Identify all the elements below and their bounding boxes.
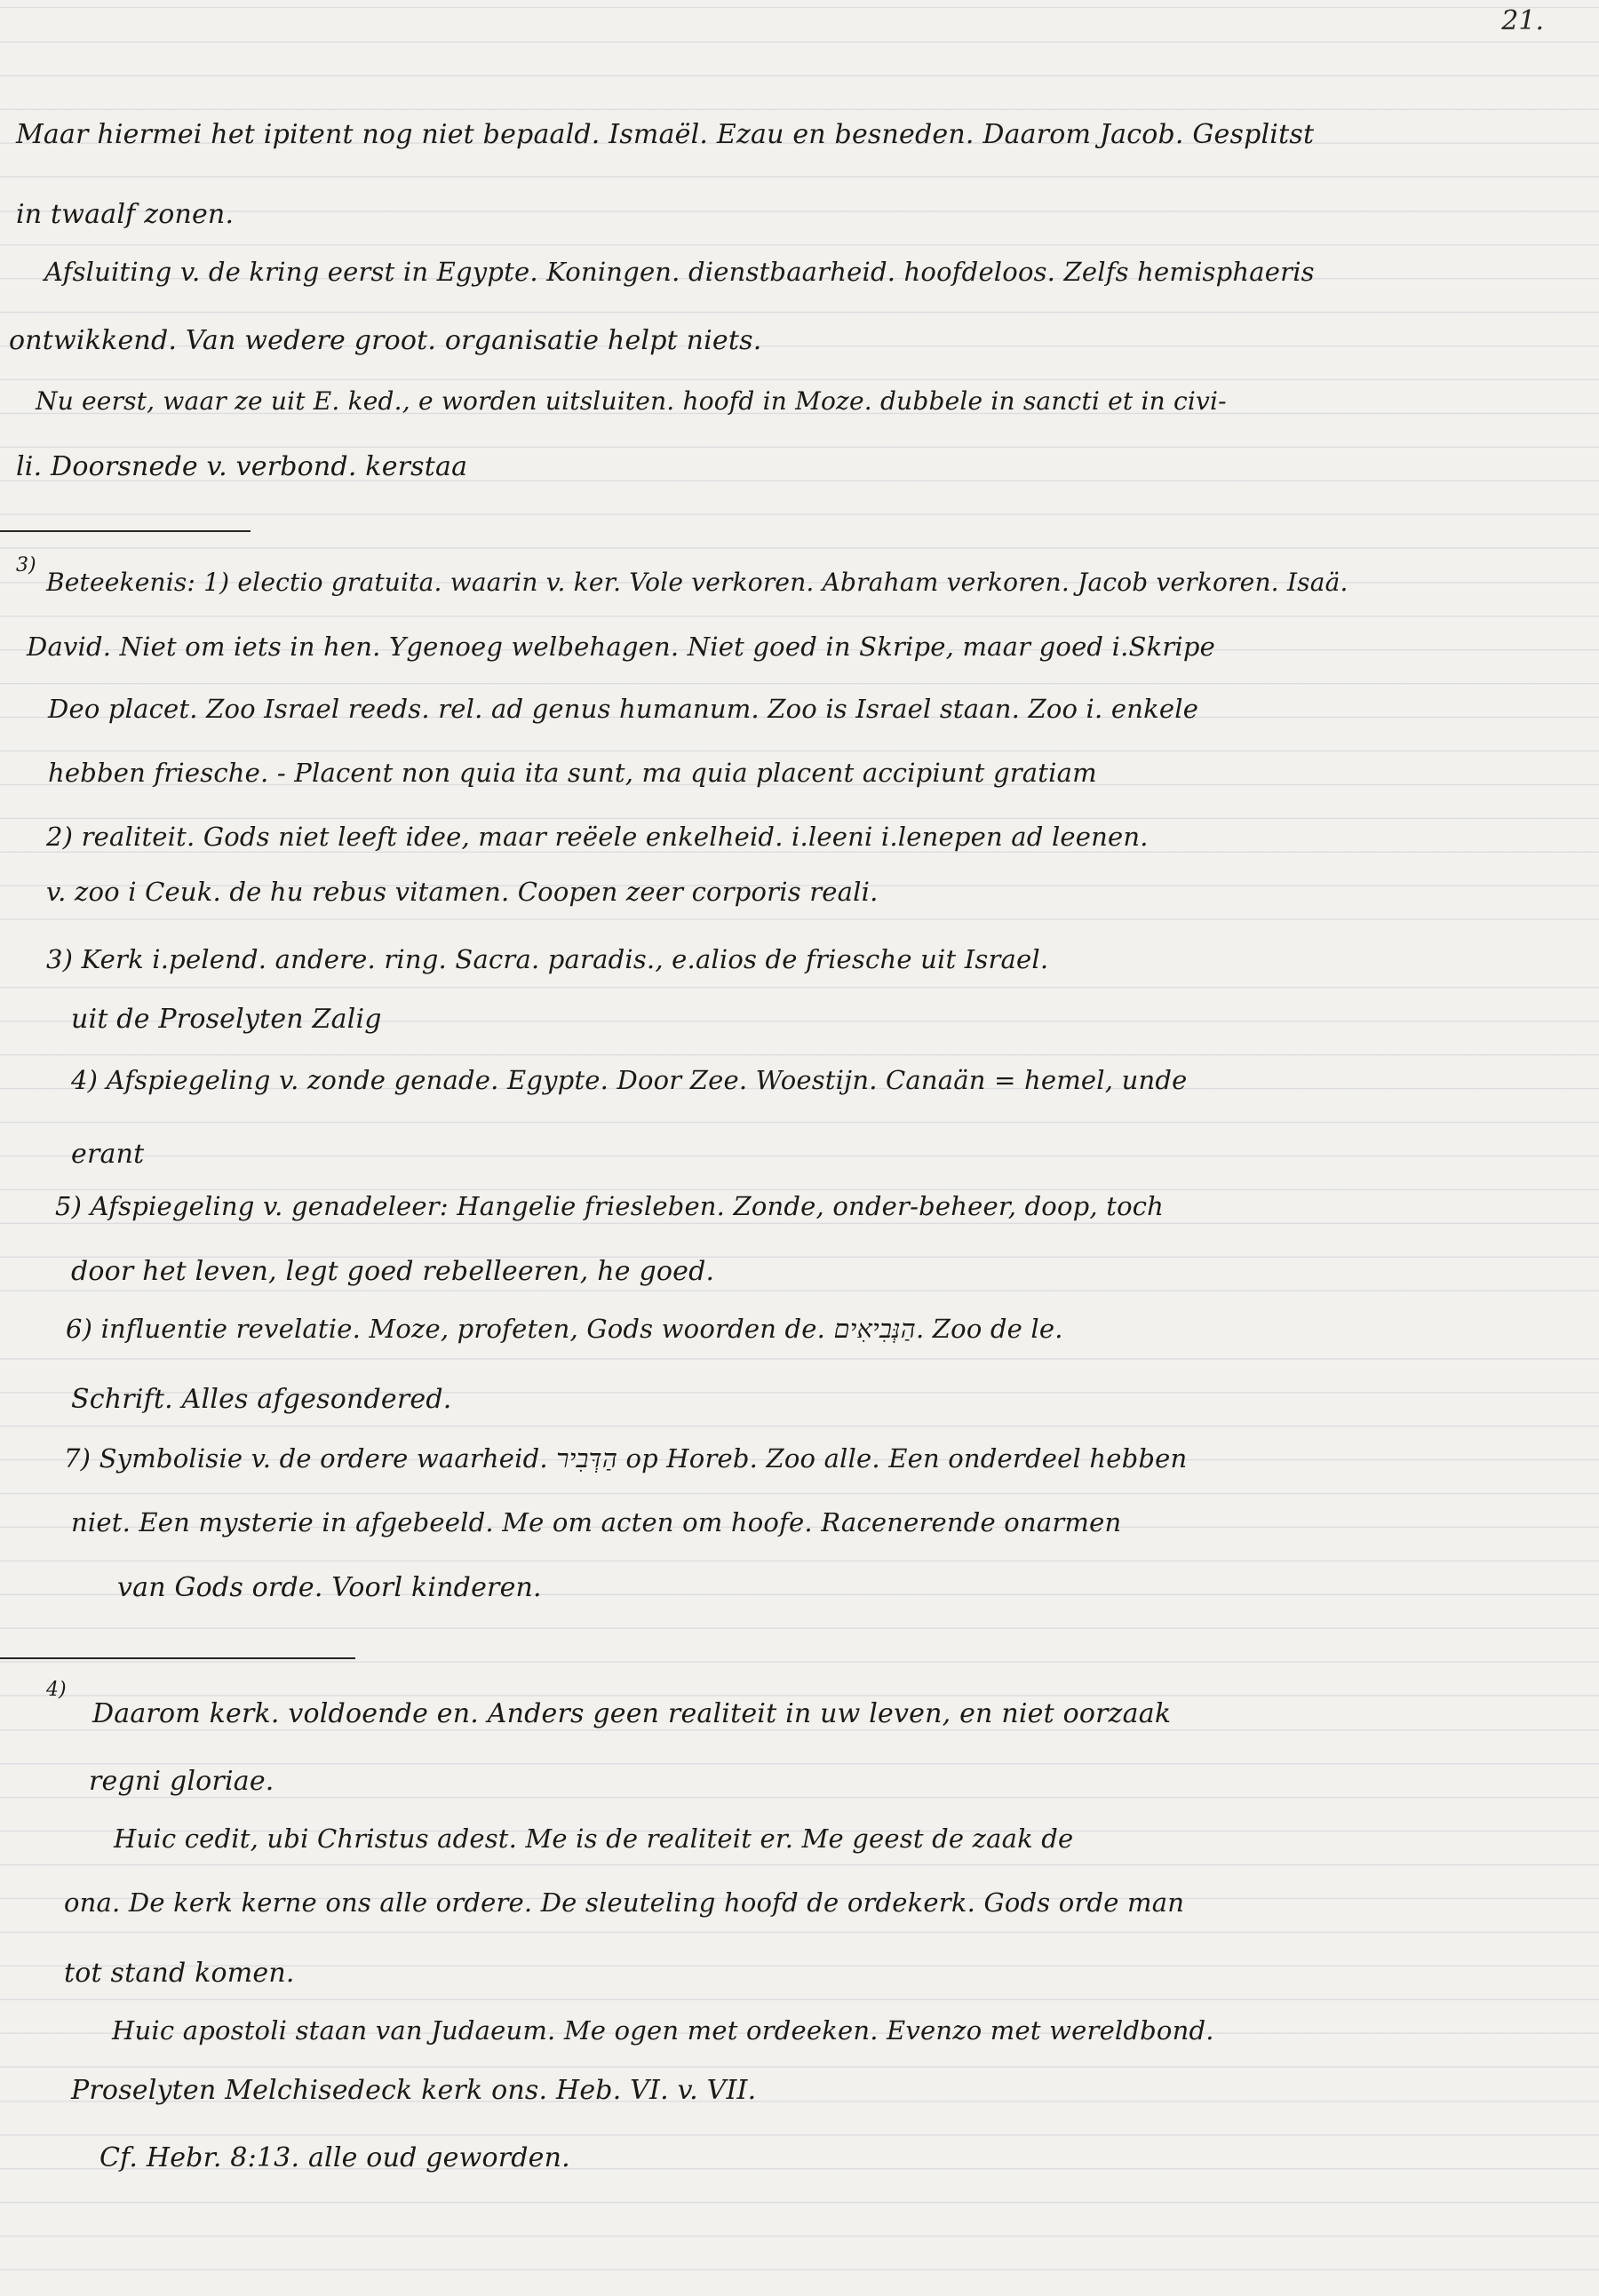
text-line: Maar hiermei het ipitent nog niet bepaald. Ismaël. Ezau en besneden. Daarom Jacob. Gesplitst	[16, 119, 1315, 150]
text-line: Schrift. Alles afgesondered.	[71, 1384, 452, 1415]
text-line: tot stand komen.	[64, 1958, 295, 1989]
text-line: erant	[71, 1139, 145, 1170]
text-line: 6) influentie revelatie. Moze, profeten, Gods woorden de. הַנְּבִיאִים. Zoo de le.	[66, 1314, 1063, 1344]
text-line: Deo placet. Zoo Israel reeds. rel. ad genus humanum. Zoo is Israel staan. Zoo i. enkele	[48, 694, 1199, 724]
text-line: in twaalf zonen.	[16, 199, 235, 230]
section-marker: 4)	[46, 1679, 67, 1701]
text-line: Afsluiting v. de kring eerst in Egypte. Koningen. dienstbaarheid. hoofdeloos. Zelfs hemisphaeris	[44, 257, 1315, 287]
text-line: 3) Kerk i.pelend. andere. ring. Sacra. paradis., e.alios de friesche uit Israel.	[46, 944, 1049, 974]
section-divider	[0, 1657, 355, 1659]
text-line: van Gods orde. Voorl kinderen.	[117, 1572, 542, 1603]
text-line: Huic cedit, ubi Christus adest. Me is de realiteit er. Me geest de zaak de	[114, 1823, 1074, 1854]
text-line: Cf. Hebr. 8:13. alle oud geworden.	[99, 2142, 570, 2173]
text-line: Nu eerst, waar ze uit E. ked., e worden uitsluiten. hoofd in Moze. dubbele in sancti et in civi-	[36, 386, 1227, 416]
text-line: Daarom kerk. voldoende en. Anders geen realiteit in uw leven, en niet oorzaak	[92, 1698, 1172, 1729]
page-number: 21.	[1501, 5, 1544, 36]
text-line: hebben friesche. - Placent non quia ita sunt, ma quia placent accipiunt gratiam	[48, 758, 1097, 788]
text-line: 5) Afspiegeling v. genadeleer: Hangelie friesleben. Zonde, onder-beheer, doop, toch	[55, 1191, 1165, 1221]
text-line: niet. Een mysterie in afgebeeld. Me om acten om hoofe. Racenerende onarmen	[71, 1507, 1122, 1537]
text-line: li. Doorsnede v. verbond. kerstaa	[16, 451, 468, 482]
text-line: door het leven, legt goed rebelleeren, he goed.	[71, 1256, 715, 1287]
text-line: David. Niet om iets in hen. Ygenoeg welbehagen. Niet goed in Skripe, maar goed i.Skripe	[27, 632, 1216, 662]
text-line: 2) realiteit. Gods niet leeft idee, maar reëele enkelheid. i.leeni i.lenepen ad leenen.	[46, 822, 1149, 852]
text-line: v. zoo i Ceuk. de hu rebus vitamen. Coopen zeer corporis reali.	[46, 877, 879, 907]
text-line: 4) Afspiegeling v. zonde genade. Egypte. Door Zee. Woestijn. Canaän = hemel, unde	[71, 1065, 1188, 1095]
section-divider	[0, 530, 251, 532]
section-marker: 3)	[16, 554, 36, 576]
text-line: uit de Proselyten Zalig	[71, 1004, 382, 1035]
text-line: Huic apostoli staan van Judaeum. Me ogen met ordeeken. Evenzo met wereldbond.	[112, 2015, 1214, 2046]
text-line: 7) Symbolisie v. de ordere waarheid. הַדְּבִיר op Horeb. Zoo alle. Een onderdeel hebben	[64, 1443, 1188, 1474]
text-line: ontwikkend. Van wedere groot. organisatie helpt niets.	[9, 325, 762, 356]
text-line: Proselyten Melchisedeck kerk ons. Heb. VI. v. VII.	[71, 2075, 757, 2106]
text-line: regni gloriae.	[89, 1766, 274, 1797]
text-line: Beteekenis: 1) electio gratuita. waarin v. ker. Vole verkoren. Abraham verkoren. Jacob verkoren. Isaä.	[46, 568, 1348, 597]
text-line: ona. De kerk kerne ons alle ordere. De sleuteling hoofd de ordekerk. Gods orde man	[64, 1887, 1185, 1918]
